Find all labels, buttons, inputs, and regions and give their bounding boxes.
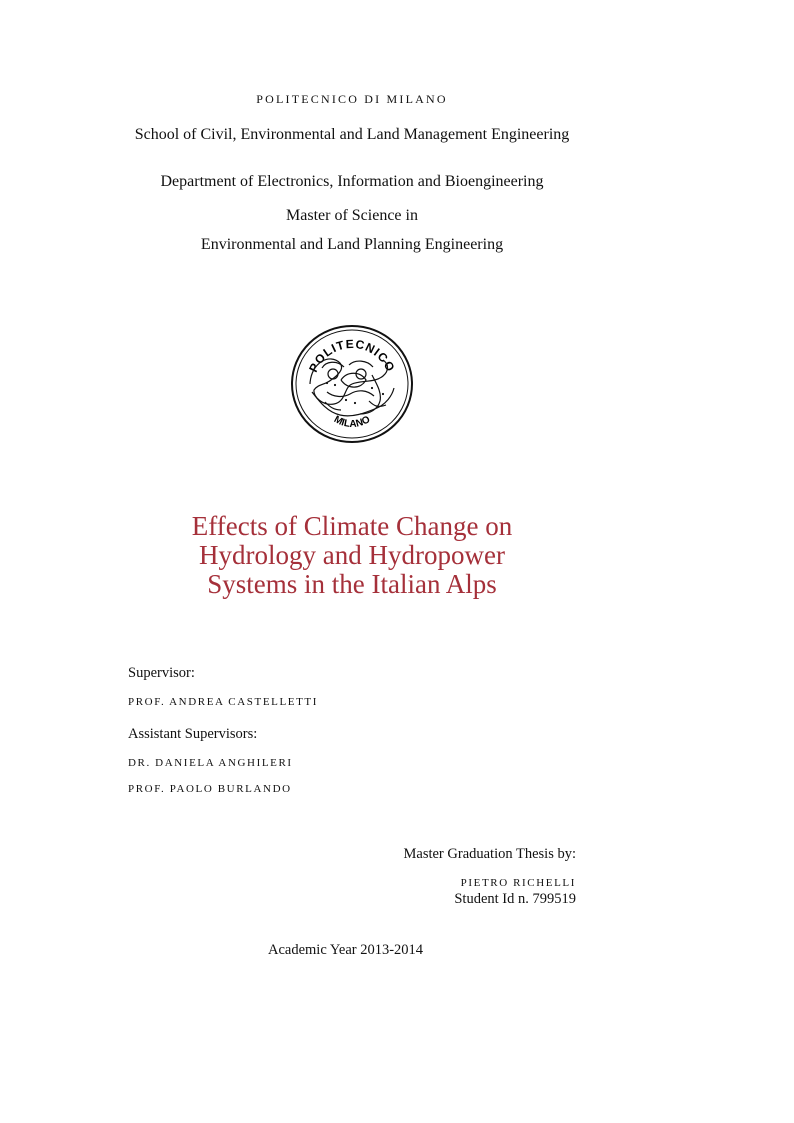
seal-texture	[326, 382, 384, 404]
supervisor-label: Supervisor:	[128, 665, 195, 681]
thesis-title-line-2: Hydrology and Hydropower	[199, 540, 505, 570]
supervisor-name: PROF. ANDREA CASTELLETTI	[128, 696, 318, 708]
thesis-title-line-1: Effects of Climate Change on	[191, 511, 513, 541]
seal-top-text: POLITECNICO	[306, 336, 398, 375]
thesis-title-line-3: Systems in the Italian Alps	[207, 569, 497, 599]
author-name: PIETRO RICHELLI	[460, 877, 576, 889]
assistant-supervisors-label: Assistant Supervisors:	[128, 726, 258, 742]
author-label: Master Graduation Thesis by:	[403, 846, 576, 862]
assistant-supervisor-2: PROF. PAOLO BURLANDO	[128, 783, 292, 795]
academic-year: Academic Year 2013-2014	[268, 942, 424, 958]
university-seal	[288, 322, 416, 446]
department-name: Department of Electronics, Information and Bioengineering	[160, 173, 544, 190]
seal-figures-icon	[310, 359, 394, 416]
program-name: Environmental and Land Planning Engineering	[200, 236, 504, 253]
university-name: POLITECNICO DI MILANO	[256, 92, 448, 106]
assistant-supervisor-1: DR. DANIELA ANGHILERI	[128, 757, 293, 769]
school-name: School of Civil, Environmental and Land Management Engineering	[134, 126, 570, 143]
seal-bottom-text: MILANO	[331, 414, 373, 430]
thesis-title	[150, 512, 554, 599]
degree-label: Master of Science in	[286, 207, 418, 224]
student-id: Student Id n. 799519	[454, 891, 576, 907]
